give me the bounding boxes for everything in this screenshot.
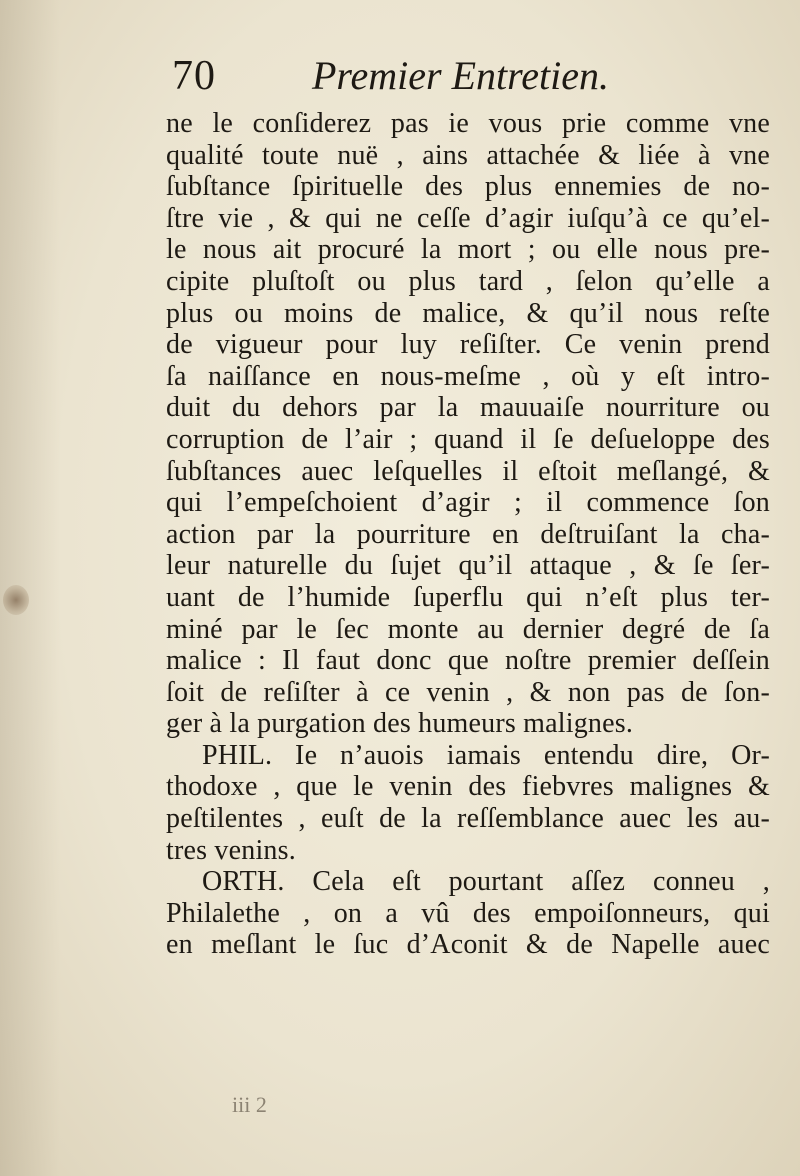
- text-line: corruption de l’air ; quand il ſe deſueloppe des: [166, 423, 770, 455]
- text-line: tres venins.: [166, 834, 296, 866]
- text-line: ne le conſiderez pas ie vous prie comme vne: [166, 108, 770, 139]
- text-line: ſubſtance ſpirituelle des plus ennemies de no-: [166, 171, 770, 203]
- text-line: peſtilentes , euſt de la reſſemblance auec les au-: [166, 803, 770, 835]
- text-line: ſtre vie , & qui ne ceſſe d’agir iuſqu’à ce qu’el-: [166, 202, 770, 234]
- text-line: ſa naiſſance en nous-meſme , où y eſt intro-: [166, 360, 770, 392]
- text-line: thodoxe , que le venin des fiebvres malignes &: [166, 771, 770, 803]
- text-line: plus ou moins de malice, & qu’il nous reſte: [166, 297, 770, 329]
- text-line: ORTH. Cela eſt pourtant aſſez conneu ,: [202, 866, 770, 898]
- page-number: 70: [172, 53, 216, 99]
- text-line: le nous ait procuré la mort ; ou elle nous pre-: [166, 234, 770, 266]
- text-line: Philalethe , on a vû des empoiſonneurs, qui: [166, 897, 770, 929]
- text-line: malice : Il faut donc que noſtre premier deſſein: [166, 645, 770, 677]
- text-line: qualité toute nuë , ains attachée & liée à vne: [166, 139, 770, 171]
- text-line: de vigueur pour luy reſiſter. Ce venin prend: [166, 329, 770, 361]
- text-line: qui l’empeſchoient d’agir ; il commence ſon: [166, 487, 770, 519]
- page-header: [172, 52, 772, 108]
- text-line: leur naturelle du ſujet qu’il attaque , & ſe ſer-: [166, 550, 770, 582]
- body-text: [166, 108, 770, 961]
- text-line: miné par le ſec monte au dernier degré de ſa: [166, 613, 770, 645]
- ink-stain: [3, 585, 29, 615]
- text-line: action par la pourriture en deſtruiſant la cha-: [166, 518, 770, 550]
- signature-mark: iii 2: [232, 1092, 267, 1117]
- text-line: ſoit de reſiſter à ce venin , & non pas de ſon-: [166, 676, 770, 708]
- text-line: uant de l’humide ſuperflu qui n’eſt plus ter-: [166, 581, 770, 613]
- text-line: duit du dehors par la mauuaiſe nourriture ou: [166, 392, 770, 424]
- running-title: Premier Entretien.: [312, 53, 609, 98]
- text-line: PHIL. Ie n’auois iamais entendu dire, Or-: [202, 739, 770, 771]
- text-line: ſubſtances auec leſquelles il eſtoit meſlangé, &: [166, 455, 770, 487]
- text-line: cipite pluſtoſt ou plus tard , ſelon qu’elle a: [166, 265, 770, 297]
- text-line: en meſlant le ſuc d’Aconit & de Napelle auec: [166, 929, 770, 961]
- text-line: ger à la purgation des humeurs malignes.: [166, 708, 634, 740]
